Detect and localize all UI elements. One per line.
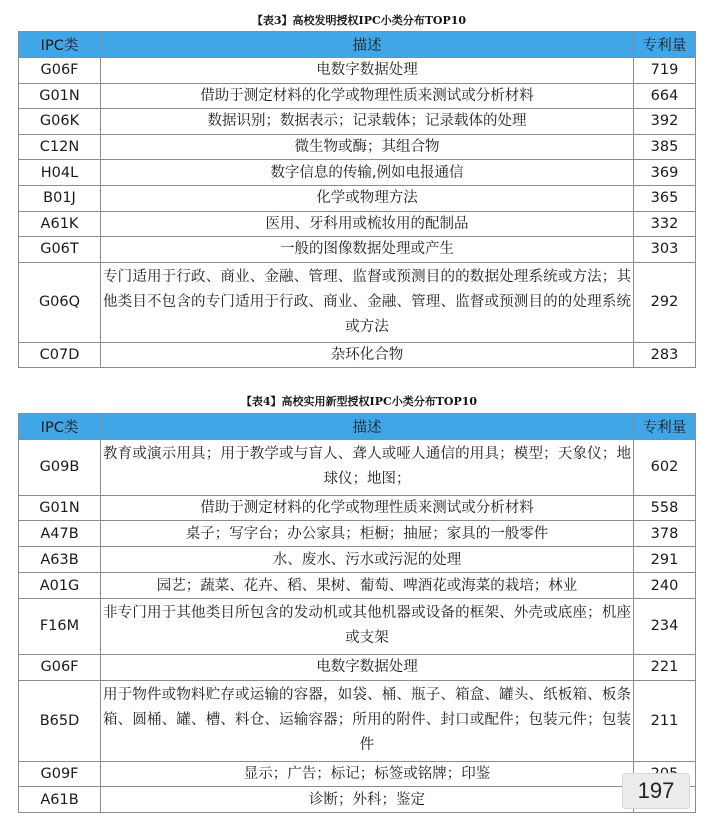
ipc-code: F16M [19, 599, 101, 655]
table-row [19, 211, 696, 237]
ipc-code: B01J [19, 185, 101, 211]
page-number-badge: 197 [622, 773, 690, 809]
ipc-code: G06F [19, 58, 101, 84]
table-row [19, 654, 696, 680]
ipc-description: 医用、牙科用或梳妆用的配制品 [101, 211, 634, 237]
table-row [19, 761, 696, 787]
ipc-description: 园艺；蔬菜、花卉、稻、果树、葡萄、啤酒花或海菜的栽培；林业 [101, 573, 634, 599]
ipc-code: G01N [19, 495, 101, 521]
ipc-code: A01G [19, 573, 101, 599]
ipc-code: G06T [19, 237, 101, 263]
table-row [19, 185, 696, 211]
header-description: 描述 [101, 414, 634, 440]
table3-header-row [19, 32, 696, 58]
header-patent-count: 专利量 [634, 32, 696, 58]
patent-count: 234 [634, 599, 696, 655]
ipc-code: C12N [19, 134, 101, 160]
patent-count: 369 [634, 160, 696, 186]
ipc-code: B65D [19, 680, 101, 761]
table4 [18, 413, 696, 813]
table-row [19, 787, 696, 813]
ipc-code: G06F [19, 654, 101, 680]
ipc-description: 显示；广告；标记；标签或铭牌；印鉴 [101, 761, 634, 787]
patent-count: 385 [634, 134, 696, 160]
ipc-code: A47B [19, 521, 101, 547]
ipc-description: 用于物件或物料贮存或运输的容器，如袋、桶、瓶子、箱盒、罐头、纸板箱、板条箱、圆桶、罐、槽、料仓、运输容器；所用的附件、封口或配件；包装元件；包装件 [101, 680, 634, 761]
table-row [19, 262, 696, 342]
ipc-code: A61K [19, 211, 101, 237]
patent-count: 602 [634, 440, 696, 496]
ipc-description: 专门适用于行政、商业、金融、管理、监督或预测目的的数据处理系统或方法；其他类目不包含的专门适用于行政、商业、金融、管理、监督或预测目的的处理系统或方法 [101, 262, 634, 342]
ipc-code: H04L [19, 160, 101, 186]
table4-title: 【表4】高校实用新型授权IPC小类分布TOP10 [240, 395, 478, 408]
patent-count: 719 [634, 58, 696, 84]
table-row [19, 521, 696, 547]
ipc-code: G06K [19, 109, 101, 135]
ipc-description: 电数字数据处理 [101, 58, 634, 84]
ipc-description: 教育或演示用具；用于教学或与盲人、聋人或哑人通信的用具；模型；天象仪；地球仪；地图； [101, 440, 634, 496]
ipc-description: 数字信息的传输,例如电报通信 [101, 160, 634, 186]
table-row [19, 547, 696, 573]
header-patent-count: 专利量 [634, 414, 696, 440]
header-ipc-class: IPC类 [19, 32, 101, 58]
table-row [19, 599, 696, 655]
patent-count: 211 [634, 680, 696, 761]
table-row [19, 160, 696, 186]
patent-count: 240 [634, 573, 696, 599]
ipc-description: 杂环化合物 [101, 342, 634, 368]
ipc-code: C07D [19, 342, 101, 368]
patent-count: 392 [634, 109, 696, 135]
patent-count: 558 [634, 495, 696, 521]
ipc-description: 水、废水、污水或污泥的处理 [101, 547, 634, 573]
patent-count: 283 [634, 342, 696, 368]
ipc-description: 化学或物理方法 [101, 185, 634, 211]
ipc-description: 微生物或酶；其组合物 [101, 134, 634, 160]
ipc-code: G09B [19, 440, 101, 496]
patent-count: 332 [634, 211, 696, 237]
patent-count: 378 [634, 521, 696, 547]
table-row [19, 237, 696, 263]
table-row [19, 342, 696, 368]
ipc-description: 诊断；外科；鉴定 [101, 787, 634, 813]
ipc-code: G09F [19, 761, 101, 787]
patent-count: 221 [634, 654, 696, 680]
patent-count: 365 [634, 185, 696, 211]
ipc-description: 借助于测定材料的化学或物理性质来测试或分析材料 [101, 495, 634, 521]
header-description: 描述 [101, 32, 634, 58]
table-row [19, 109, 696, 135]
ipc-description: 一般的图像数据处理或产生 [101, 237, 634, 263]
table3-title: 【表3】高校发明授权IPC小类分布TOP10 [251, 14, 467, 27]
table-row [19, 495, 696, 521]
table-row [19, 440, 696, 496]
table4-header-row [19, 414, 696, 440]
ipc-description: 桌子；写字台；办公家具；柜橱；抽屉；家具的一般零件 [101, 521, 634, 547]
table-row [19, 680, 696, 761]
ipc-description: 借助于测定材料的化学或物理性质来测试或分析材料 [101, 83, 634, 109]
ipc-code: A61B [19, 787, 101, 813]
patent-count: 664 [634, 83, 696, 109]
ipc-description: 电数字数据处理 [101, 654, 634, 680]
patent-count: 292 [634, 262, 696, 342]
header-ipc-class: IPC类 [19, 414, 101, 440]
ipc-description: 数据识别；数据表示；记录载体；记录载体的处理 [101, 109, 634, 135]
ipc-code: G01N [19, 83, 101, 109]
ipc-code: G06Q [19, 262, 101, 342]
ipc-description: 非专门用于其他类目所包含的发动机或其他机器或设备的框架、外壳或底座；机座或支架 [101, 599, 634, 655]
patent-count: 303 [634, 237, 696, 263]
table3 [18, 31, 696, 368]
table-row [19, 134, 696, 160]
table-row [19, 58, 696, 84]
ipc-code: A63B [19, 547, 101, 573]
table-row [19, 573, 696, 599]
table-row [19, 83, 696, 109]
patent-count: 291 [634, 547, 696, 573]
